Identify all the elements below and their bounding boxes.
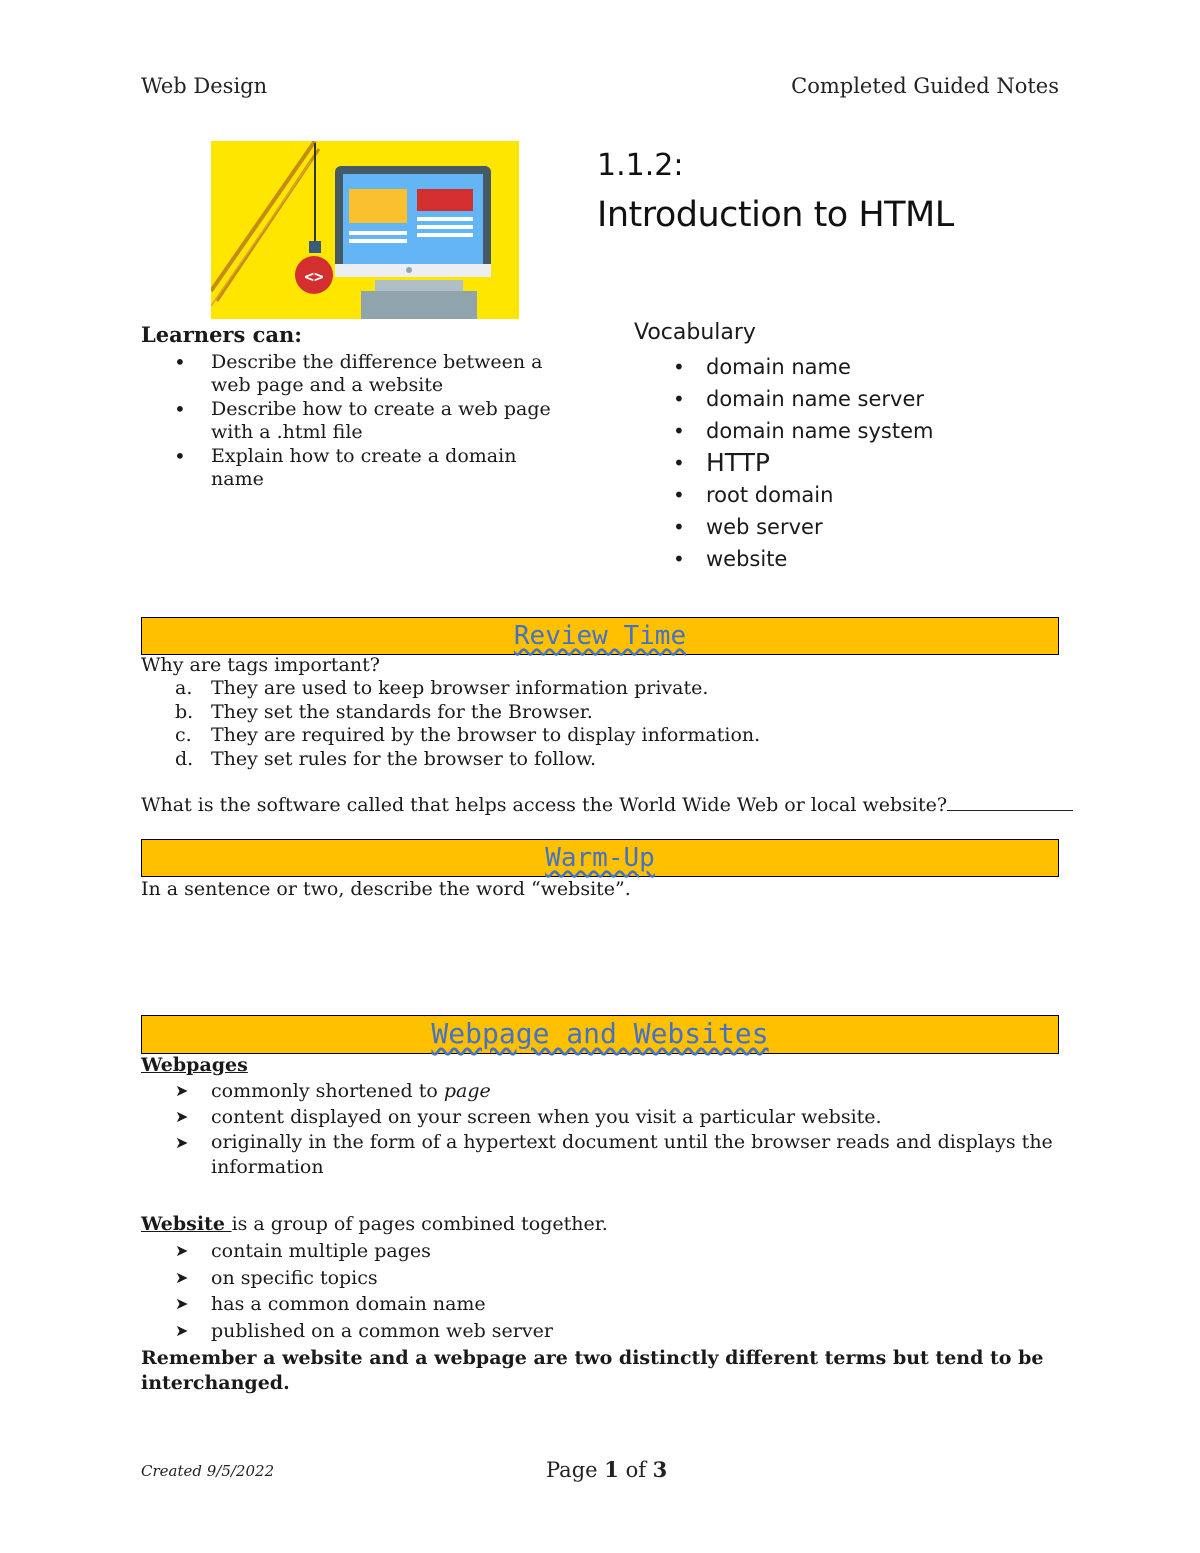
vocabulary-list [634, 351, 1054, 575]
learners-list [141, 351, 561, 491]
arrow-bullet-icon: ➤ [175, 1241, 189, 1260]
warm-up-prompt: In a sentence or two, describe the word “website”. [141, 878, 631, 900]
vocabulary-heading: Vocabulary [634, 320, 756, 345]
vocabulary-section [634, 320, 1054, 575]
webpages-list [141, 1078, 1059, 1180]
warm-up-banner [141, 839, 1059, 877]
website-item [141, 1265, 1059, 1292]
footer-page-number [546, 1457, 667, 1482]
review-option [141, 701, 760, 725]
item-text: content displayed on your screen when you visit a particular website. [211, 1106, 882, 1128]
item-text: commonly shortened to [211, 1080, 444, 1102]
footer-created-date: Created 9/5/2022 [141, 1462, 275, 1480]
page-label: Page [546, 1458, 605, 1482]
vocab-item: • root domain [634, 479, 1054, 511]
webpages-item [141, 1078, 1059, 1104]
question-2-text: What is the software called that helps access the World Wide Web or local website? [141, 794, 948, 816]
website-definition [141, 1213, 608, 1236]
arrow-bullet-icon: ➤ [175, 1320, 189, 1340]
item-text: published on a common web server [211, 1319, 553, 1342]
vocab-item: • HTTP [634, 447, 1054, 479]
page-current: 1 [604, 1457, 619, 1482]
webpages-item [141, 1104, 1059, 1130]
page-of-label: of [618, 1458, 653, 1482]
arrow-bullet-icon: ➤ [175, 1294, 189, 1313]
review-time-title: Review Time [513, 621, 687, 651]
page-total: 3 [652, 1457, 668, 1482]
review-option [141, 724, 760, 748]
learner-item: • Explain how to create a domain name [141, 445, 561, 491]
option-text: They are used to keep browser information private. [211, 677, 709, 699]
remember-note: Remember a website and a webpage are two distinctly different terms but tend to be interchanged. [141, 1347, 1044, 1394]
website-def-text: is a group of pages combined together. [231, 1213, 608, 1235]
option-text: They are required by the browser to display information. [211, 724, 761, 746]
item-emphasis: page [443, 1080, 491, 1102]
review-options-list [141, 677, 760, 771]
learner-item: • Describe how to create a web page with a .html file [141, 398, 561, 444]
vocab-item: • website [634, 543, 1054, 575]
option-letter: a. [175, 677, 193, 699]
learner-item: • Describe the difference between a web page and a website [141, 351, 561, 397]
website-list [141, 1238, 1059, 1344]
lesson-number: 1.1.2: [597, 148, 684, 183]
item-text: on specific topics [211, 1266, 378, 1289]
review-option [141, 748, 760, 772]
webpages-item [141, 1130, 1059, 1180]
option-text: They set the standards for the Browser. [211, 700, 593, 723]
webpages-heading: Webpages [141, 1054, 248, 1076]
option-letter: d. [175, 747, 194, 770]
option-letter: c. [175, 724, 192, 746]
vocab-item: • domain name server [634, 383, 1054, 415]
review-time-banner [141, 617, 1059, 655]
website-item [141, 1318, 1059, 1345]
header-right: Completed Guided Notes [791, 74, 1059, 98]
webpage-websites-banner [141, 1015, 1059, 1054]
learners-heading: Learners can: [141, 322, 303, 347]
svg-text:<>: <> [304, 267, 324, 286]
learners-section [141, 322, 561, 492]
website-item [141, 1238, 1059, 1265]
arrow-bullet-icon: ➤ [175, 1133, 189, 1152]
header-left: Web Design [141, 74, 268, 98]
webpage-websites-title: Webpage and Websites [431, 1017, 769, 1050]
arrow-bullet-icon: ➤ [175, 1107, 189, 1126]
review-question-1: Why are tags important? [141, 654, 380, 676]
item-text: originally in the form of a hypertext document until the browser reads and displays the information [211, 1131, 1053, 1178]
option-text: They set rules for the browser to follow. [211, 747, 597, 770]
item-text: contain multiple pages [211, 1240, 431, 1262]
answer-blank[interactable] [947, 794, 1073, 811]
vocab-item: • web server [634, 511, 1054, 543]
vocab-item: • domain name system [634, 415, 1054, 447]
warm-up-title: Warm-Up [545, 843, 655, 873]
review-question-2 [141, 794, 1059, 817]
arrow-bullet-icon: ➤ [175, 1081, 189, 1100]
item-text: has a common domain name [211, 1293, 486, 1315]
page-title: Introduction to HTML [597, 195, 954, 235]
code-crane-monitor-illustration [211, 141, 519, 319]
title-block [597, 148, 954, 235]
vocab-item: • domain name [634, 351, 1054, 383]
option-letter: b. [175, 700, 194, 723]
website-item [141, 1291, 1059, 1318]
arrow-bullet-icon: ➤ [175, 1267, 189, 1287]
review-option [141, 677, 760, 701]
website-term: Website [141, 1213, 232, 1235]
